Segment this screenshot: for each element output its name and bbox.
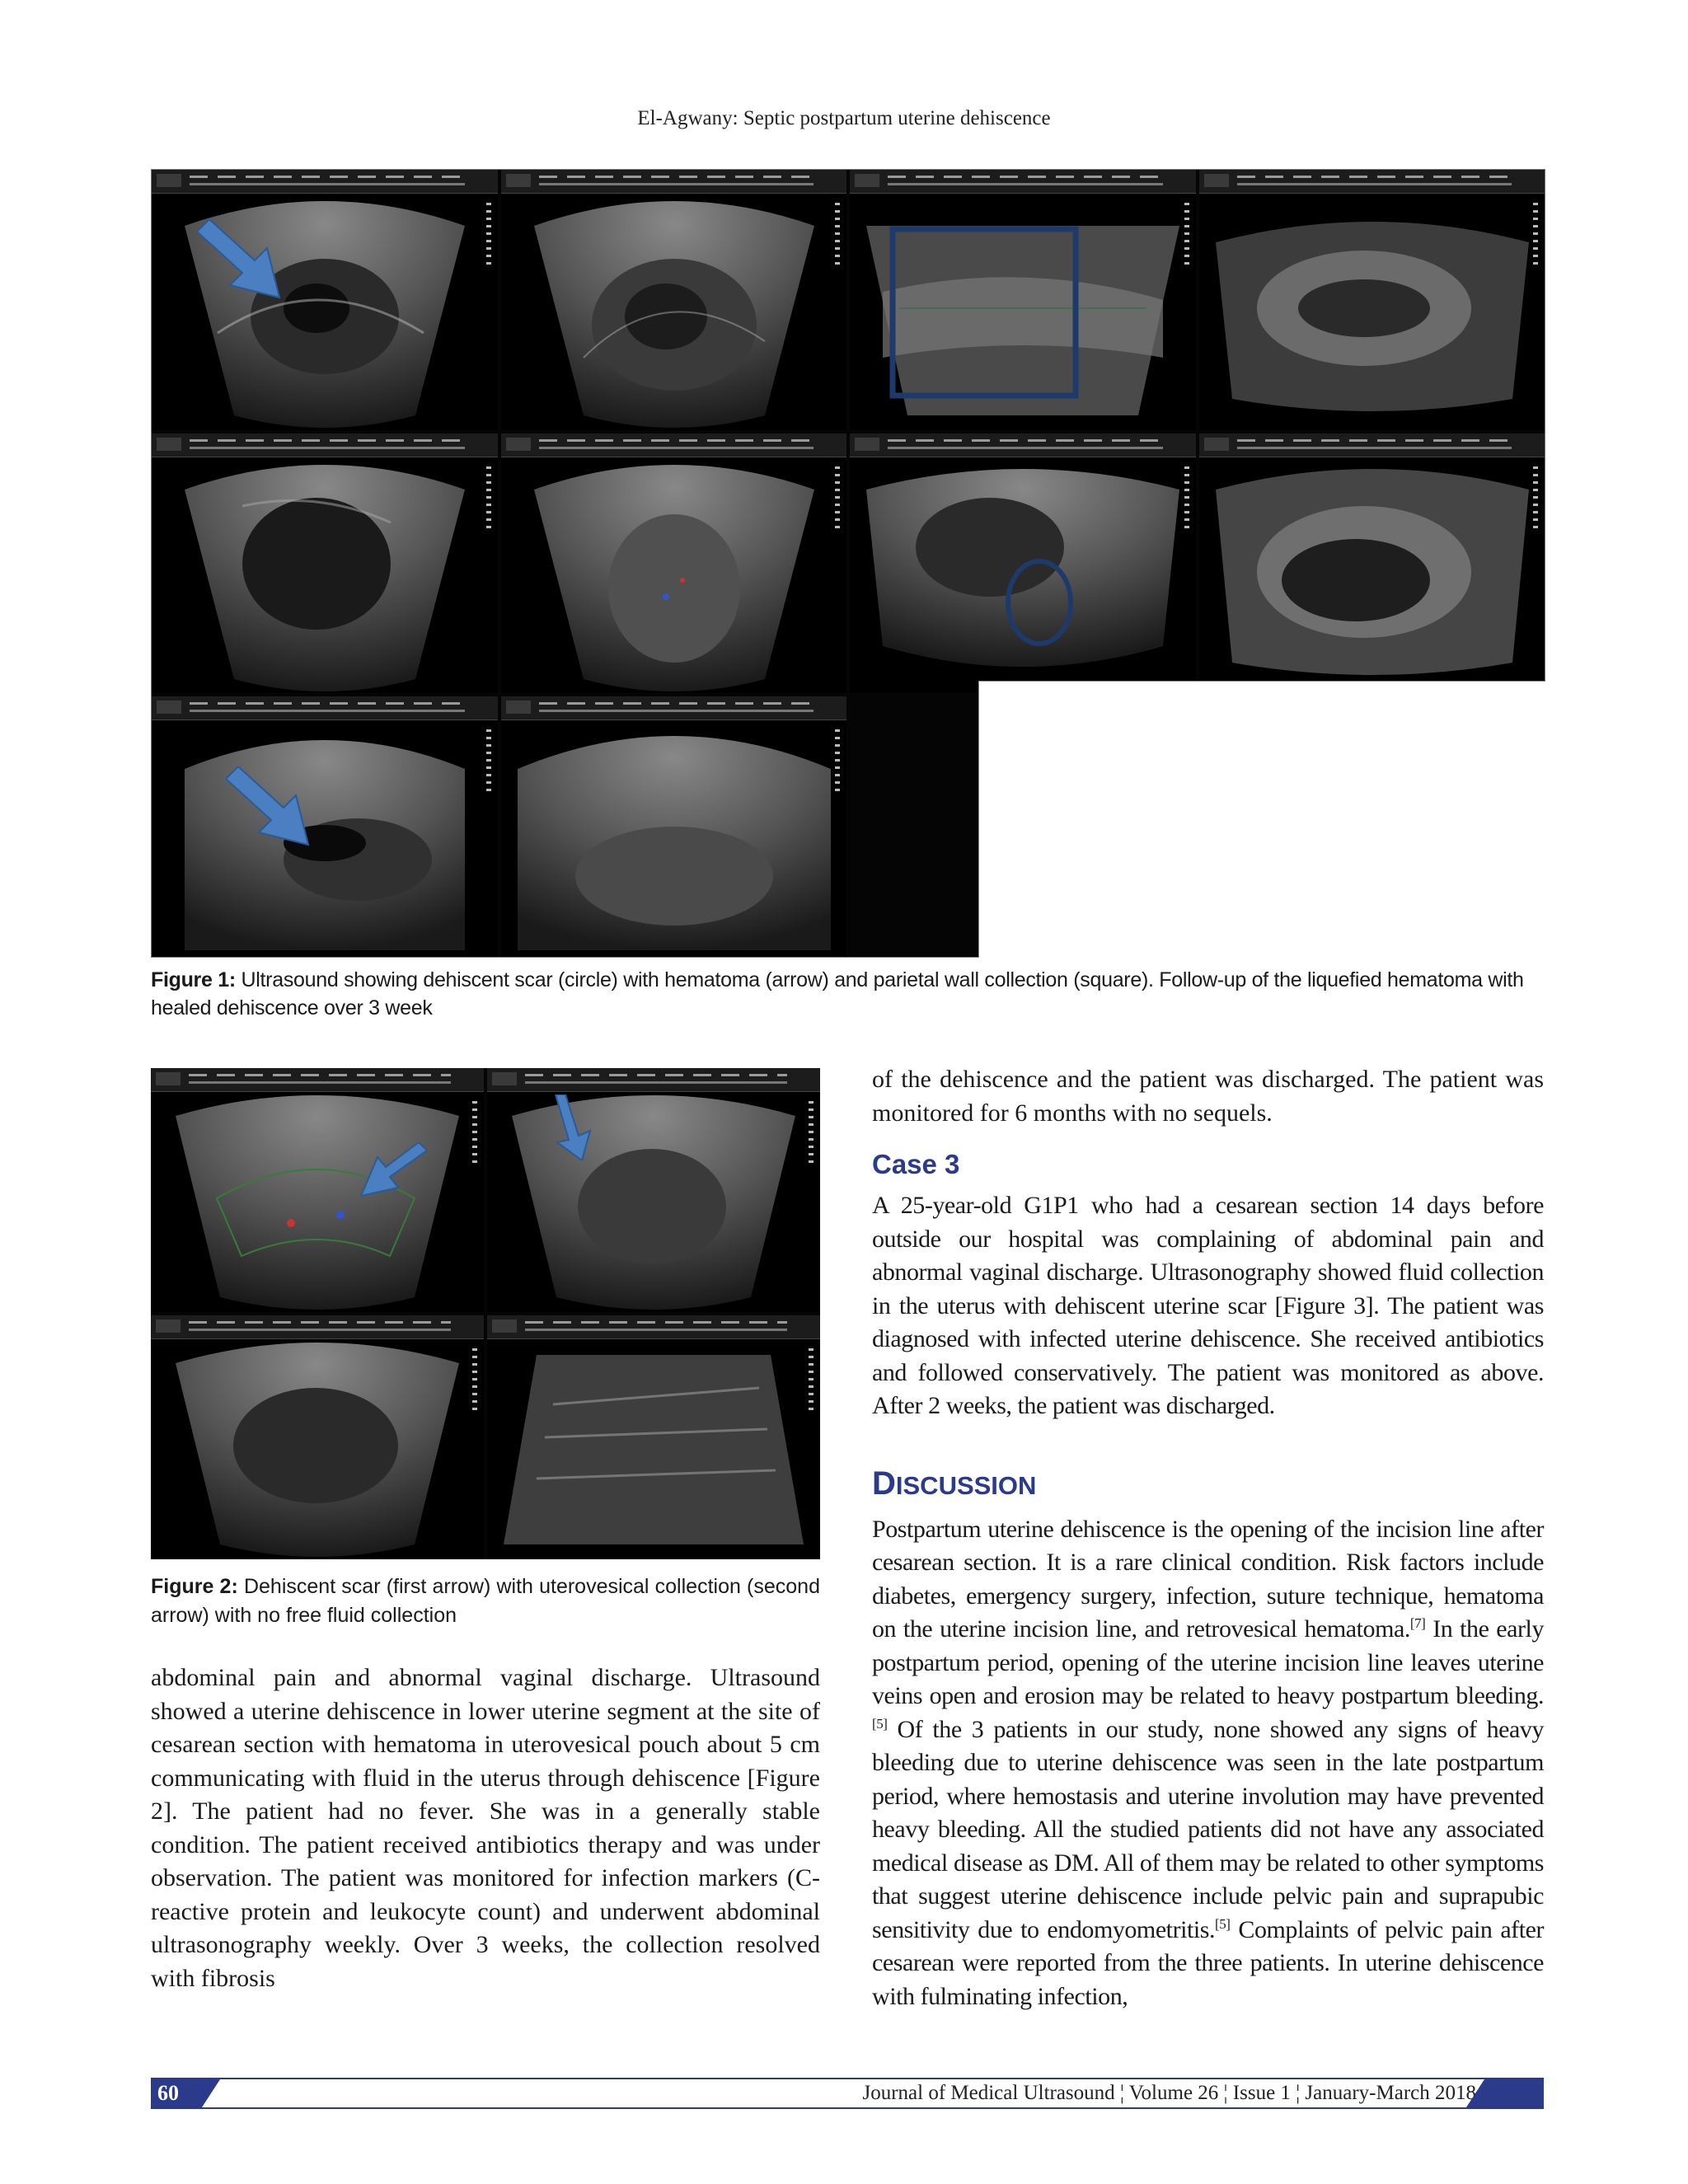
discussion-paragraph <box>872 1513 1544 2014</box>
figure-1-caption-text: Ultrasound showing dehiscent scar (circle) with hematoma (arrow) and parietal wall collection (square). Follow-up of the liquefied hematoma with healed dehiscence over 3 week <box>151 968 1524 1019</box>
reference-5a[interactable]: [5] <box>872 1715 888 1732</box>
ultrasound-pane-7 <box>850 434 1196 694</box>
figure-2-image <box>151 1068 820 1559</box>
ultrasound-pane-4 <box>1199 170 1545 430</box>
discussion-heading <box>872 1465 1544 1505</box>
figure-2-label: Figure 2: <box>151 1575 238 1598</box>
right-column <box>872 1063 1544 2013</box>
figure-1-empty-area <box>978 681 1545 958</box>
ultrasound-pane-6 <box>501 434 847 694</box>
reference-5b[interactable]: [5] <box>1215 1915 1231 1932</box>
hematoma-arrow-followup-icon <box>226 766 316 849</box>
left-column <box>151 1661 820 1995</box>
case-2-continuation: abdominal pain and abnormal vaginal discharge. Ultrasound showed a uterine dehiscence in lower uterine segment at the site of cesarean section with hematoma in uterovesical pouch about 5 cm communicating with fluid in the uterus through dehiscence [Figure 2]. The patient had no fever. She was in a generally stable condition. The patient received antibiotics therapy and was under observation. The patient was monitored for infection markers (C-reactive protein and leukocyte count) and underwent abdominal ultrasonography weekly. Over 3 weeks, the collection resolved with fibrosis <box>151 1664 820 1992</box>
dehiscent-scar-circle-icon <box>1002 557 1076 648</box>
ultrasound-pane-3 <box>850 170 1196 430</box>
running-header: El-Agwany: Septic postpartum uterine dehiscence <box>637 107 1051 129</box>
footer-accent-tab <box>1484 2079 1544 2107</box>
discussion-text-1: Postpartum uterine dehiscence is the opening of the incision line after cesarean section. It is a rare clinical condition. Risk factors include diabetes, emergency surgery, infection, suture technique, hematoma on the uterine incision line, and retrovesical hematoma. <box>872 1515 1544 1643</box>
ultrasound-pane-fig2-3 <box>151 1315 484 1559</box>
case-3-paragraph: A 25-year-old G1P1 who had a cesarean section 14 days before outside our hospital was complaining of abdominal pain and abnormal vaginal discharge. Ultrasonography showed fluid collection in the uterus with dehiscent uterine scar [Figure 3]. The patient was diagnosed with infected uterine dehiscence. She received antibiotics and followed conservatively. The patient was monitored as above. After 2 weeks, the patient was discharged. <box>872 1192 1544 1419</box>
page-footer <box>151 2078 1544 2109</box>
discussion-heading-initial: D <box>872 1465 896 1502</box>
page-number: 60 <box>151 2079 202 2107</box>
journal-citation: Journal of Medical Ultrasound ¦ Volume 26 ¦ Issue 1 ¦ January-March 2018 <box>862 2082 1476 2104</box>
ultrasound-pane-5 <box>152 434 498 694</box>
figure-1-label: Figure 1: <box>151 968 236 991</box>
discussion-heading-rest: ISCUSSION <box>895 1470 1037 1500</box>
discussion-text-2: In the early postpartum period, opening of the uterine incision line leaves uterine veins open and erosion may be related to heavy postpartum bleeding. <box>872 1615 1544 1709</box>
ultrasound-pane-10 <box>501 696 847 957</box>
ultrasound-pane-fig2-2 <box>487 1068 820 1312</box>
figure-2-caption-text: Dehiscent scar (first arrow) with uterovesical collection (second arrow) with no free fluid collection <box>151 1575 820 1627</box>
discussion-text-3: Of the 3 patients in our study, none showed any signs of heavy bleeding due to uterine dehiscence was seen in the late postpartum period, where hemostasis and uterine involution may have prevented heavy bleeding. All the studied patients did not have any associated medical disease as DM. All of them may be related to other symptoms that suggest uterine dehiscence include pelvic pain and suprapubic sensitivity due to endomyometritis. <box>872 1715 1544 1943</box>
ultrasound-pane-fig2-1 <box>151 1068 484 1312</box>
ultrasound-pane-2 <box>501 170 847 430</box>
reference-7[interactable]: [7] <box>1409 1615 1426 1631</box>
dehiscent-scar-arrow-icon <box>549 1094 598 1160</box>
case-3-heading: Case 3 <box>872 1149 960 1179</box>
uterovesical-collection-arrow-icon <box>361 1142 427 1200</box>
parietal-collection-square-icon <box>889 226 1079 399</box>
figure-2-caption <box>151 1572 820 1630</box>
case-2-ending: of the dehiscence and the patient was discharged. The patient was monitored for 6 months with no sequels. <box>872 1066 1544 1127</box>
hematoma-arrow-icon <box>197 219 288 302</box>
ultrasound-pane-9 <box>152 696 498 957</box>
discussion-text-4: Complaints of pelvic pain after cesarean were reported from the three patients. In uterine dehiscence with fulminating infection, <box>872 1915 1545 2010</box>
ultrasound-pane-fig2-4 <box>487 1315 820 1559</box>
figure-1-caption <box>151 966 1544 1022</box>
ultrasound-pane-1 <box>152 170 498 430</box>
ultrasound-pane-8 <box>1199 434 1545 694</box>
figure-1-image <box>151 169 1545 958</box>
